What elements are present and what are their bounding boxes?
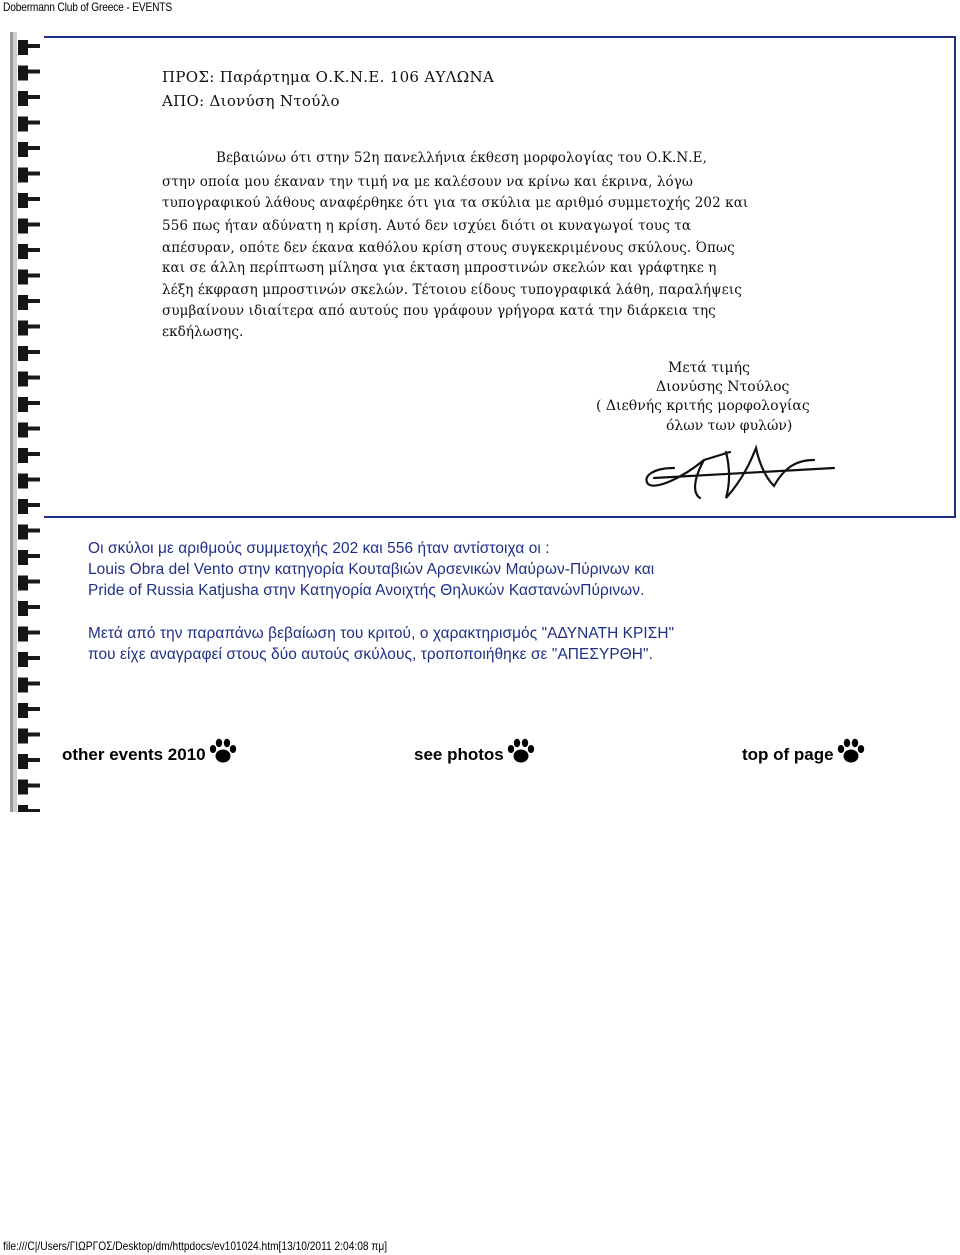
- letter-closing: Μετά τιμής: [668, 360, 750, 376]
- binder-ring-wire: [28, 376, 40, 380]
- dogs-info-line: Pride of Russia Katjusha στην Κατηγορία Ανοιχτής Θηλυκών ΚαστανώνΠύρινων.: [88, 582, 645, 599]
- paw-icon: [207, 738, 239, 769]
- binder-ring-hole: [18, 40, 28, 55]
- binder-ring-wire: [28, 197, 40, 201]
- letter-body-line: συμβαίνουν ιδιαίτερα από αυτούς που γράφουν γρήγορα κατά την διάρκεια της: [162, 303, 716, 319]
- binder-ring-hole: [18, 805, 28, 812]
- binder-ring-hole: [18, 193, 28, 208]
- binder-ring-wire: [28, 529, 40, 533]
- binder-ring-wire: [28, 707, 40, 711]
- binder-ring-hole: [18, 346, 28, 361]
- binder-ring-wire: [28, 682, 40, 686]
- binder-ring-wire: [28, 274, 40, 278]
- binder-ring-wire: [28, 809, 40, 812]
- see-photos-label: see photos: [414, 745, 504, 764]
- binder-ring-hole: [18, 372, 28, 387]
- binder-ring-wire: [28, 784, 40, 788]
- binder-ring-wire: [28, 452, 40, 456]
- letter-to-line: ΠΡΟΣ: Παράρτημα Ο.Κ.Ν.Ε. 106 ΑΥΛΩΝΑ: [162, 68, 495, 86]
- binder-ring-hole: [18, 525, 28, 540]
- dogs-info-line: Louis Obra del Vento στην κατηγορία Κουταβιών Αρσενικών Μαύρων-Πύρινων και: [88, 561, 655, 578]
- binder-ring-hole: [18, 780, 28, 795]
- page-header-title: Dobermann Club of Greece - EVENTS: [3, 0, 173, 14]
- status-change-paragraph: [88, 623, 674, 665]
- status-change-line: που είχε αναγραφεί στους δύο αυτούς σκύλους, τροποποιήθηκε σε "ΑΠΕΣΥΡΘΗ".: [88, 646, 653, 663]
- binder-ring-wire: [28, 95, 40, 99]
- letter-body-line: 556 πως ήταν αδύνατη η κρίση. Αυτό δεν ισχύει διότι οι κυναγωγοί τους τα: [162, 218, 692, 234]
- binder-ring-hole: [18, 499, 28, 514]
- letter-body-line: λέξη έκφραση μπροστινών σκελών. Τέτοιου είδους τυπογραφικά λάθη, παραλήψεις: [162, 282, 742, 298]
- top-of-page-link[interactable]: [742, 738, 867, 769]
- see-photos-link[interactable]: [414, 738, 537, 769]
- binder-ring-wire: [28, 656, 40, 660]
- binder-ring-hole: [18, 219, 28, 234]
- letter-body-line: απέσυραν, οπότε δεν έκανα καθόλου κρίση στους συγκεκριμένους σκύλους. Όπως: [162, 240, 735, 256]
- page-footer-path: file:///C|/Users/ΓΙΩΡΓΟΣ/Desktop/dm/httpdocs/ev101024.htm[13/10/2011 2:04:08 πμ]: [3, 1239, 388, 1253]
- binder-ring-hole: [18, 244, 28, 259]
- binder-ring-hole: [18, 550, 28, 565]
- binder-ring-wire: [28, 223, 40, 227]
- dogs-info-paragraph: [88, 538, 654, 601]
- binder-ring-wire: [28, 44, 40, 48]
- binder-ring-hole: [18, 576, 28, 591]
- dogs-info-line: Οι σκύλοι με αριθμούς συμμετοχής 202 και 556 ήταν αντίστοιχα οι :: [88, 540, 550, 557]
- binder-ring-wire: [28, 248, 40, 252]
- letter-body-line: και σε άλλη περίπτωση μίλησα για έκταση μπροστινών σκελών και γράφτηκε η: [162, 260, 717, 276]
- binder-ring-hole: [18, 295, 28, 310]
- paw-icon: [835, 738, 867, 769]
- binder-ring-hole: [18, 627, 28, 642]
- letter-body-line: εκδήλωσης.: [162, 324, 244, 340]
- binder-ring-hole: [18, 448, 28, 463]
- binder-ring-wire: [28, 70, 40, 74]
- binder-ring-wire: [28, 427, 40, 431]
- paw-icon: [505, 738, 537, 769]
- binder-ring-wire: [28, 554, 40, 558]
- binder-ring-hole: [18, 91, 28, 106]
- letter-body-line: τυπογραφικού λάθους αναφέρθηκε ότι για τα σκύλια με αριθμό συμμετοχής 202 και: [162, 195, 749, 211]
- binder-strip-decoration: [10, 32, 44, 812]
- letter-from-line: ΑΠΟ: Διονύση Ντούλο: [162, 92, 340, 110]
- other-events-label: other events 2010: [62, 745, 206, 764]
- status-change-line: Μετά από την παραπάνω βεβαίωση του κριτού, ο χαρακτηρισμός "ΑΔΥΝΑΤΗ ΚΡΙΣΗ": [88, 625, 675, 642]
- binder-ring-wire: [28, 121, 40, 125]
- other-events-link[interactable]: [62, 738, 239, 769]
- binder-ring-hole: [18, 474, 28, 489]
- binder-ring-hole: [18, 678, 28, 693]
- binder-ring-wire: [28, 478, 40, 482]
- scanned-letter: [44, 36, 956, 518]
- binder-ring-hole: [18, 703, 28, 718]
- binder-ring-wire: [28, 605, 40, 609]
- top-of-page-label: top of page: [742, 745, 834, 764]
- binder-ring-hole: [18, 423, 28, 438]
- binder-ring-hole: [18, 270, 28, 285]
- letter-body-line: Βεβαιώνω ότι στην 52η πανελλήνια έκθεση μορφολογίας του Ο.Κ.Ν.Ε,: [216, 150, 708, 166]
- binder-ring-wire: [28, 503, 40, 507]
- binder-ring-wire: [28, 325, 40, 329]
- binder-ring-wire: [28, 401, 40, 405]
- binder-ring-wire: [28, 350, 40, 354]
- letter-signer-name: Διονύσης Ντούλος: [656, 379, 790, 395]
- binder-ring-hole: [18, 321, 28, 336]
- letter-signer-title: όλων των φυλών): [666, 418, 793, 434]
- handwritten-signature: [634, 438, 864, 508]
- binder-ring-hole: [18, 142, 28, 157]
- binder-ring-wire: [28, 631, 40, 635]
- letter-signer-title: ( Διεθνής κριτής μορφολογίας: [596, 398, 810, 414]
- nav-links-row: [0, 728, 960, 768]
- letter-body-line: στην οποία μου έκαναν την τιμή να με καλέσουν να κρίνω και έκρινα, λόγω: [162, 174, 694, 190]
- binder-ring-hole: [18, 397, 28, 412]
- binder-ring-hole: [18, 66, 28, 81]
- binder-ring-wire: [28, 299, 40, 303]
- binder-ring-hole: [18, 117, 28, 132]
- binder-ring-wire: [28, 580, 40, 584]
- binder-ring-wire: [28, 172, 40, 176]
- binder-ring-hole: [18, 601, 28, 616]
- binder-ring-hole: [18, 168, 28, 183]
- binder-ring-wire: [28, 146, 40, 150]
- binder-ring-hole: [18, 652, 28, 667]
